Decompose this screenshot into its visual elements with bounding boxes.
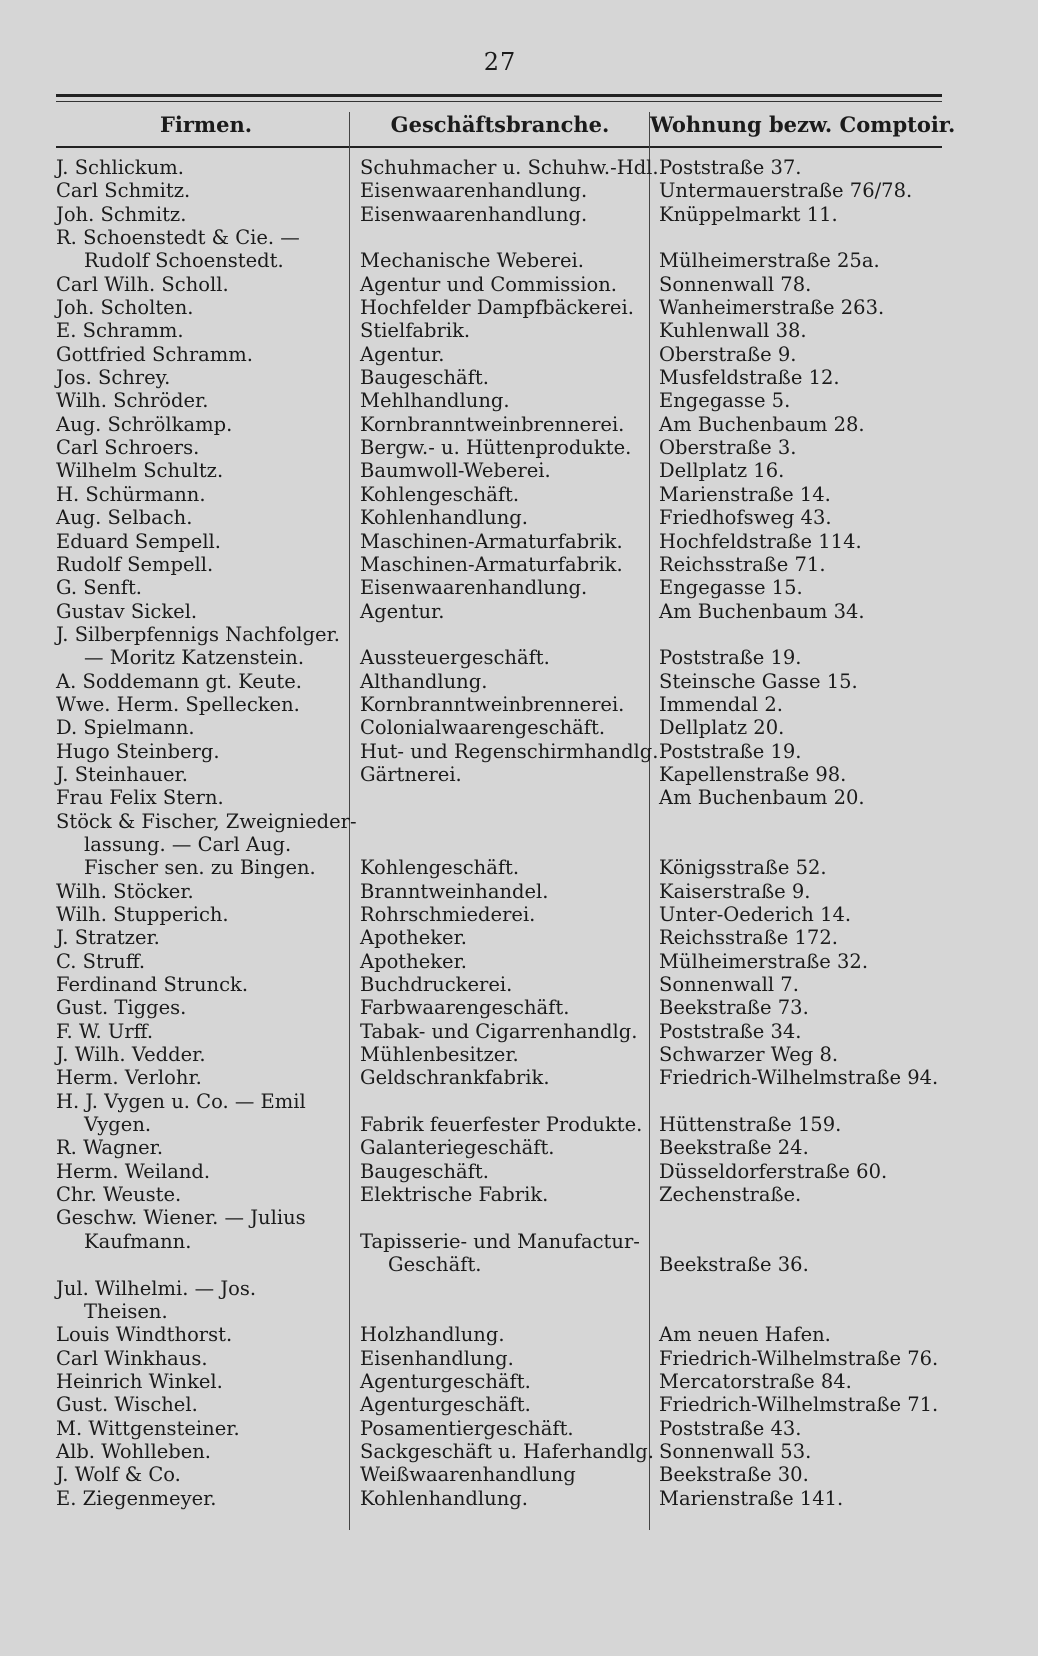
address: Unter-Oederich 14.	[659, 903, 852, 926]
address: Mercatorstraße 84.	[659, 1369, 852, 1393]
table-row	[56, 1043, 942, 1066]
address: Beekstraße 30.	[659, 1463, 809, 1487]
business-branch: Maschinen-Armaturfabrik.	[360, 529, 623, 553]
business-branch: Colonialwaarengeschäft.	[360, 716, 606, 740]
business-branch: Hut- und Regenschirmhandlg.	[360, 739, 659, 763]
table-row	[56, 179, 942, 202]
table-row	[56, 1230, 942, 1253]
firm-name: — Moritz Katzenstein.	[84, 646, 305, 670]
table-row	[56, 436, 942, 459]
firm-name: M. Wittgensteiner.	[56, 1416, 240, 1440]
table-row	[56, 249, 942, 272]
address: Oberstraße 9.	[659, 342, 797, 366]
business-branch: Eisenwaarenhandlung.	[360, 179, 588, 203]
address: Am Buchenbaum 20.	[659, 786, 865, 810]
address: Poststraße 34.	[659, 1019, 802, 1043]
business-branch: Geldschrankfabrik.	[360, 1066, 550, 1090]
business-branch: Kohlengeschäft.	[360, 856, 520, 880]
business-branch: Gärtnerei.	[360, 762, 462, 786]
table-row	[56, 366, 942, 389]
firm-name: Carl Winkhaus.	[56, 1346, 208, 1370]
header-firms: Firmen.	[159, 112, 253, 137]
table-row	[56, 296, 942, 319]
table-row	[56, 903, 942, 926]
business-branch: Apotheker.	[360, 926, 467, 950]
business-branch: Agentur und Commission.	[360, 272, 618, 296]
table-row	[56, 156, 942, 179]
address: Schwarzer Weg 8.	[659, 1043, 839, 1067]
directory-table	[56, 156, 942, 1510]
address: Steinsche Gasse 15.	[659, 669, 858, 693]
business-branch: Buchdruckerei.	[360, 973, 513, 997]
table-row	[56, 740, 942, 763]
firm-name: Jul. Wilhelmi. — Jos.	[56, 1276, 257, 1300]
address: Mülheimerstraße 25a.	[659, 249, 880, 273]
firm-name: Wilhelm Schultz.	[56, 459, 224, 483]
business-branch: Rohrschmiederei.	[360, 903, 536, 926]
address: Am neuen Hafen.	[659, 1323, 831, 1347]
table-row	[56, 459, 942, 482]
address: Wanheimerstraße 263.	[659, 296, 885, 320]
firm-name: Rudolf Schoenstedt.	[84, 249, 284, 273]
firm-name: R. Wagner.	[56, 1136, 164, 1160]
firm-name: E. Schramm.	[56, 319, 184, 343]
table-row	[56, 1113, 942, 1136]
firm-name: Louis Windthorst.	[56, 1323, 233, 1347]
address: Friedrich-Wilhelmstraße 76.	[659, 1346, 939, 1370]
table-row	[56, 973, 942, 996]
business-branch: Kohlengeschäft.	[360, 482, 520, 506]
firm-name: Joh. Schmitz.	[56, 202, 187, 226]
address: Beekstraße 73.	[659, 996, 809, 1020]
table-row	[56, 389, 942, 412]
address: Poststraße 37.	[659, 156, 802, 179]
firm-name: Herm. Weiland.	[56, 1159, 211, 1183]
firm-name: F. W. Urff.	[56, 1019, 154, 1043]
table-row	[56, 996, 942, 1019]
table-row	[56, 1393, 942, 1416]
address: Am Buchenbaum 34.	[659, 599, 865, 623]
address: Engegasse 5.	[659, 389, 791, 413]
business-branch: Eisenhandlung.	[360, 1346, 514, 1370]
firm-name: J. Wolf & Co.	[56, 1463, 181, 1487]
address: Engegasse 15.	[659, 576, 803, 600]
business-branch: Kohlenhandlung.	[360, 1486, 528, 1510]
firm-name: Jos. Schrey.	[56, 366, 171, 390]
business-branch: Agenturgeschäft.	[360, 1369, 531, 1393]
table-row	[56, 763, 942, 786]
header-branch: Geschäftsbranche.	[390, 112, 610, 137]
table-row	[56, 273, 942, 296]
address: Musfeldstraße 12.	[659, 366, 840, 390]
business-branch: Tapisserie- und Manufactur-	[360, 1229, 640, 1253]
address: Dellplatz 20.	[659, 716, 785, 740]
address: Immendal 2.	[659, 692, 783, 716]
firm-name: C. Struff.	[56, 949, 146, 973]
firm-name: E. Ziegenmeyer.	[56, 1486, 217, 1510]
table-row	[56, 856, 942, 879]
address: Zechenstraße.	[659, 1183, 802, 1207]
address: Poststraße 43.	[659, 1416, 802, 1440]
address: Sonnenwall 7.	[659, 973, 799, 997]
business-branch: Mechanische Weberei.	[360, 249, 584, 273]
table-row	[56, 1300, 942, 1323]
firm-name: H. J. Vygen u. Co. — Emil	[56, 1089, 306, 1113]
table-row	[56, 506, 942, 529]
header-bottom-rule	[56, 146, 942, 148]
table-row	[56, 1370, 942, 1393]
business-branch: Stielfabrik.	[360, 319, 471, 343]
table-row	[56, 1253, 942, 1276]
table-row	[56, 1183, 942, 1206]
firm-name: Gustav Sickel.	[56, 599, 198, 623]
firm-name: Gottfried Schramm.	[56, 342, 253, 366]
firm-name: J. Wilh. Vedder.	[56, 1043, 206, 1067]
firm-name: Eduard Sempell.	[56, 529, 221, 553]
address: Sonnenwall 53.	[659, 1439, 812, 1463]
firm-name: Theisen.	[84, 1299, 168, 1323]
business-branch: Agentur.	[360, 599, 445, 623]
firm-name: G. Senft.	[56, 576, 142, 600]
table-row	[56, 623, 942, 646]
table-row	[56, 833, 942, 856]
table-row	[56, 1090, 942, 1113]
business-branch: Kornbranntweinbrennerei.	[360, 692, 625, 716]
table-row	[56, 576, 942, 599]
address: Kaiserstraße 9.	[659, 879, 811, 903]
firm-name: Kaufmann.	[84, 1229, 192, 1253]
address: Sonnenwall 78.	[659, 272, 812, 296]
table-row	[56, 1066, 942, 1089]
address: Dellplatz 16.	[659, 459, 785, 483]
table-row	[56, 926, 942, 949]
firm-name: Wilh. Stupperich.	[56, 903, 229, 926]
table-row	[56, 1160, 942, 1183]
table-row	[56, 413, 942, 436]
table-row	[56, 483, 942, 506]
table-row	[56, 226, 942, 249]
table-row	[56, 1463, 942, 1486]
table-row	[56, 786, 942, 809]
firm-name: Rudolf Sempell.	[56, 552, 214, 576]
address: Oberstraße 3.	[659, 436, 797, 460]
address: Hochfeldstraße 114.	[659, 529, 862, 553]
firm-name: Chr. Weuste.	[56, 1183, 182, 1207]
business-branch: Baumwoll-Weberei.	[360, 459, 551, 483]
firm-name: Fischer sen. zu Bingen.	[84, 856, 316, 880]
firm-name: Stöck & Fischer, Zweignieder-	[56, 809, 357, 833]
firm-name: Carl Schmitz.	[56, 179, 191, 203]
table-row	[56, 600, 942, 623]
table-row	[56, 646, 942, 669]
address: Knüppelmarkt 11.	[659, 202, 838, 226]
address: Untermauerstraße 76/78.	[659, 179, 913, 203]
table-row	[56, 1136, 942, 1159]
business-branch: Aussteuergeschäft.	[360, 646, 550, 670]
table-row	[56, 1440, 942, 1463]
business-branch: Kornbranntweinbrennerei.	[360, 412, 625, 436]
firm-name: Wilh. Stöcker.	[56, 879, 194, 903]
table-row	[56, 880, 942, 903]
address: Reichsstraße 172.	[659, 926, 838, 950]
business-branch: Agentur.	[360, 342, 445, 366]
firm-name: Carl Schroers.	[56, 436, 200, 460]
business-branch: Branntweinhandel.	[360, 879, 549, 903]
firm-name: Heinrich Winkel.	[56, 1369, 223, 1393]
table-row	[56, 1347, 942, 1370]
table-row	[56, 1417, 942, 1440]
table-row	[56, 1487, 942, 1510]
business-branch: Maschinen-Armaturfabrik.	[360, 552, 623, 576]
table-row	[56, 1206, 942, 1229]
firm-name: Wwe. Herm. Spellecken.	[56, 692, 300, 716]
business-branch: Elektrische Fabrik.	[360, 1183, 549, 1207]
firm-name: D. Spielmann.	[56, 716, 195, 740]
page-number: 27	[483, 48, 517, 76]
table-row	[56, 1020, 942, 1043]
business-branch: Tabak- und Cigarrenhandlg.	[360, 1019, 638, 1043]
table-row	[56, 810, 942, 833]
business-branch: Weißwaarenhandlung	[360, 1463, 576, 1487]
table-row	[56, 553, 942, 576]
business-branch: Mühlenbesitzer.	[360, 1043, 519, 1067]
business-branch: Mehlhandlung.	[360, 389, 510, 413]
header-address: Wohnung bezw. Comptoir.	[650, 112, 956, 137]
address: Mülheimerstraße 32.	[659, 949, 869, 973]
firm-name: Gust. Wischel.	[56, 1393, 198, 1417]
top-thin-rule	[56, 101, 942, 102]
business-branch: Schuhmacher u. Schuhw.-Hdl.	[360, 156, 659, 179]
address: Poststraße 19.	[659, 739, 802, 763]
address: Friedrich-Wilhelmstraße 71.	[659, 1393, 939, 1417]
table-row	[56, 343, 942, 366]
firm-name: Carl Wilh. Scholl.	[56, 272, 229, 296]
firm-name: Aug. Schrölkamp.	[56, 412, 233, 436]
table-row	[56, 716, 942, 739]
business-branch: Holzhandlung.	[360, 1323, 505, 1347]
firm-name: Alb. Wohlleben.	[56, 1439, 212, 1463]
firm-name: A. Soddemann gt. Keute.	[56, 669, 302, 693]
business-branch: Hochfelder Dampfbäckerei.	[360, 296, 634, 320]
table-row	[56, 950, 942, 973]
address: Kapellenstraße 98.	[659, 762, 847, 786]
firm-name: Frau Felix Stern.	[56, 786, 224, 810]
business-branch: Eisenwaarenhandlung.	[360, 202, 588, 226]
business-branch: Farbwaarengeschäft.	[360, 996, 570, 1020]
firm-name: Herm. Verlohr.	[56, 1066, 202, 1090]
firm-name: J. Stratzer.	[56, 926, 160, 950]
business-branch: Bergw.- u. Hüttenprodukte.	[360, 436, 632, 460]
firm-name: R. Schoenstedt & Cie. —	[56, 226, 300, 250]
business-branch: Sackgeschäft u. Haferhandlg.	[360, 1439, 654, 1463]
address: Am Buchenbaum 28.	[659, 412, 865, 436]
address: Hüttenstraße 159.	[659, 1113, 842, 1137]
table-row	[56, 693, 942, 716]
address: Marienstraße 14.	[659, 482, 831, 506]
table-row	[56, 670, 942, 693]
firm-name: Aug. Selbach.	[56, 506, 193, 530]
business-branch: Agenturgeschäft.	[360, 1393, 531, 1417]
address: Kuhlenwall 38.	[659, 319, 807, 343]
firm-name: J. Steinhauer.	[56, 762, 188, 786]
address: Friedrich-Wilhelmstraße 94.	[659, 1066, 939, 1090]
table-row	[56, 530, 942, 553]
business-branch: Fabrik feuerfester Produkte.	[360, 1113, 643, 1137]
firm-name: J. Silberpfennigs Nachfolger.	[56, 622, 340, 646]
business-branch: Galanteriegeschäft.	[360, 1136, 555, 1160]
table-row	[56, 1323, 942, 1346]
business-branch: Kohlenhandlung.	[360, 506, 528, 530]
firm-name: Vygen.	[84, 1113, 152, 1137]
business-branch: Althandlung.	[360, 669, 488, 693]
address: Reichsstraße 71.	[659, 552, 826, 576]
business-branch: Apotheker.	[360, 949, 467, 973]
business-branch: Posamentiergeschäft.	[360, 1416, 574, 1440]
firm-name: H. Schürmann.	[56, 482, 206, 506]
table-row	[56, 319, 942, 342]
table-row	[56, 1277, 942, 1300]
firm-name: Ferdinand Strunck.	[56, 973, 249, 997]
address: Poststraße 19.	[659, 646, 802, 670]
address: Beekstraße 24.	[659, 1136, 809, 1160]
firm-name: lassung. — Carl Aug.	[84, 832, 292, 856]
business-branch: Baugeschäft.	[360, 366, 489, 390]
firm-name: J. Schlickum.	[56, 156, 184, 179]
firm-name: Gust. Tigges.	[56, 996, 187, 1020]
address: Beekstraße 36.	[659, 1253, 809, 1277]
firm-name: Hugo Steinberg.	[56, 739, 220, 763]
business-branch: Geschäft.	[388, 1253, 482, 1277]
table-row	[56, 203, 942, 226]
top-double-rule	[56, 94, 942, 97]
address: Marienstraße 141.	[659, 1486, 844, 1510]
address: Düsseldorferstraße 60.	[659, 1159, 888, 1183]
firm-name: Joh. Scholten.	[56, 296, 194, 320]
firm-name: Geschw. Wiener. — Julius	[56, 1206, 306, 1230]
address: Königsstraße 52.	[659, 856, 827, 880]
address: Friedhofsweg 43.	[659, 506, 832, 530]
firm-name: Wilh. Schröder.	[56, 389, 209, 413]
business-branch: Baugeschäft.	[360, 1159, 489, 1183]
business-branch: Eisenwaarenhandlung.	[360, 576, 588, 600]
